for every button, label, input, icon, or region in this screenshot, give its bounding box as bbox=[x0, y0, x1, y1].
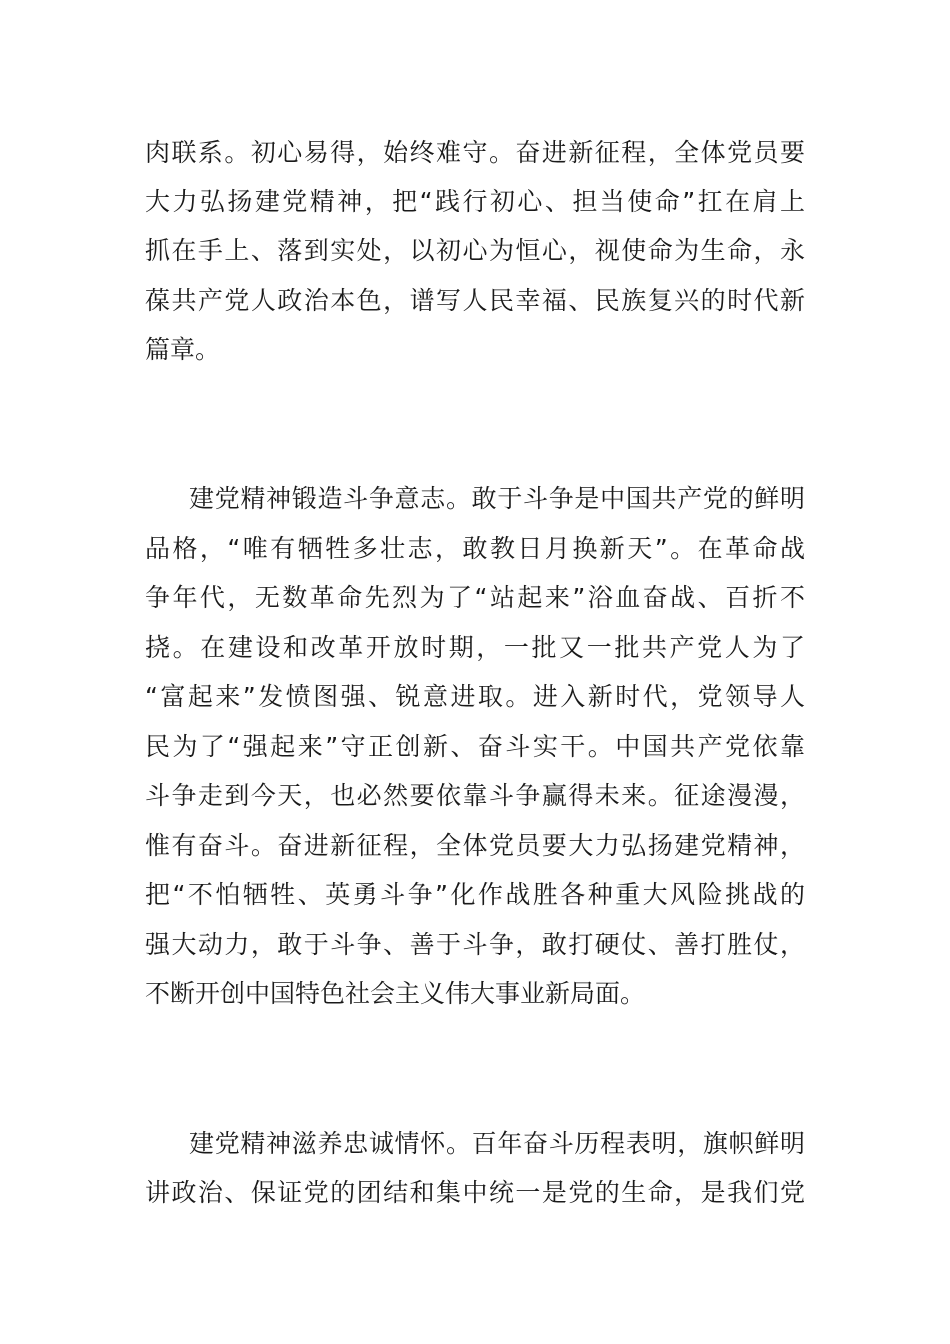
paragraph-1-line-4: 葆共产党人政治本色，谱写人民幸福、民族复兴的时代新 bbox=[145, 286, 805, 315]
paragraph-2-line-6: 民为了“强起来”守正创新、奋斗实干。中国共产党依靠 bbox=[145, 732, 805, 761]
paragraph-2-line-1: 建党精神锻造斗争意志。敢于斗争是中国共产党的鲜明 bbox=[189, 484, 805, 513]
paragraph-2-line-3: 争年代，无数革命先烈为了“站起来”浴血奋战、百折不 bbox=[145, 583, 805, 612]
paragraph-1-line-1: 肉联系。初心易得，始终难守。奋进新征程，全体党员要 bbox=[145, 138, 805, 167]
paragraph-2-line-11: 不断开创中国特色社会主义伟大事业新局面。 bbox=[145, 979, 646, 1008]
paragraph-2-line-5: “富起来”发愤图强、锐意进取。进入新时代，党领导人 bbox=[145, 682, 805, 711]
paragraph-1-line-3: 抓在手上、落到实处，以初心为恒心，视使命为生命，永 bbox=[145, 236, 805, 265]
paragraph-3-line-2: 讲政治、保证党的团结和集中统一是党的生命，是我们党 bbox=[145, 1178, 805, 1207]
paragraph-1-line-2: 大力弘扬建党精神，把“践行初心、担当使命”扛在肩上 bbox=[145, 187, 805, 216]
paragraph-2-line-10: 强大动力，敢于斗争、善于斗争，敢打硬仗、善打胜仗， bbox=[145, 930, 805, 959]
paragraph-3-line-1: 建党精神滋养忠诚情怀。百年奋斗历程表明，旗帜鲜明 bbox=[189, 1129, 805, 1158]
paragraph-2-line-2: 品格，“唯有牺牲多壮志，敢教日月换新天”。在革命战 bbox=[145, 534, 805, 563]
paragraph-2-line-4: 挠。在建设和改革开放时期，一批又一批共产党人为了 bbox=[145, 633, 805, 662]
paragraph-1-line-5: 篇章。 bbox=[145, 335, 221, 364]
paragraph-2-line-7: 斗争走到今天，也必然要依靠斗争赢得未来。征途漫漫， bbox=[145, 781, 805, 810]
paragraph-2-line-9: 把“不怕牺牲、英勇斗争”化作战胜各种重大风险挑战的 bbox=[145, 880, 805, 909]
paragraph-2-line-8: 惟有奋斗。奋进新征程，全体党员要大力弘扬建党精神， bbox=[145, 831, 805, 860]
